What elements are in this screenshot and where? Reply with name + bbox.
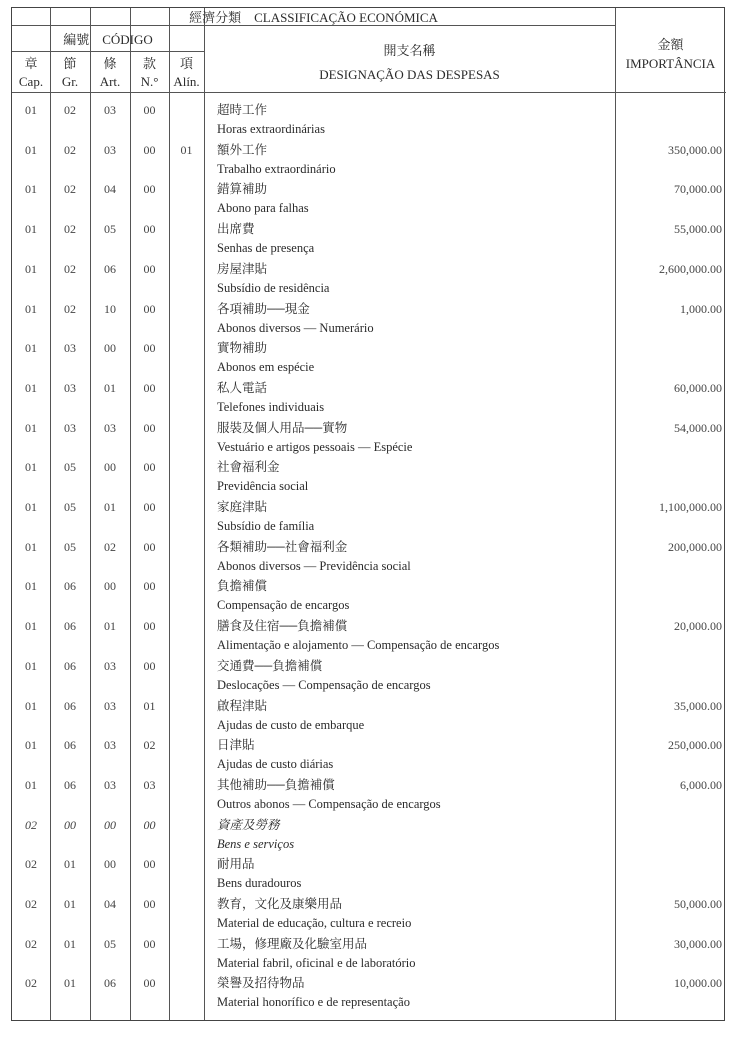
amount: 30,000.00: [674, 937, 722, 951]
col-alin-pt: Alín.: [173, 74, 200, 89]
code-art: 03: [104, 421, 116, 435]
code-n: 02: [143, 738, 156, 752]
code-n: 00: [143, 897, 156, 911]
code-cap: 02: [25, 857, 37, 871]
code-art: 03: [104, 738, 116, 752]
amount: 54,000.00: [674, 421, 722, 435]
table-row: [12, 458, 726, 477]
code-art: 01: [104, 381, 116, 395]
designation-zh: 錯算補助: [217, 182, 268, 196]
designation-pt: Ajudas de custo diárias: [217, 757, 334, 771]
designation-pt: Material honorífico e de representação: [217, 995, 410, 1009]
amount: 1,000.00: [680, 302, 722, 316]
code-cap: 02: [25, 937, 37, 951]
code-cap: 02: [25, 818, 37, 832]
designation-zh: 超時工作: [217, 103, 268, 117]
code-art: 04: [104, 897, 116, 911]
code-gr: 00: [64, 818, 76, 832]
code-n: 01: [143, 699, 156, 713]
designation-zh: 額外工作: [217, 143, 268, 157]
code-n: 00: [143, 976, 156, 990]
header-rule: [12, 51, 204, 52]
designation-pt: Previdência social: [217, 479, 309, 493]
table-row-translation: [12, 993, 726, 1012]
code-cap: 02: [25, 897, 37, 911]
table-row: [12, 419, 726, 438]
code-art: 03: [104, 143, 116, 157]
amount: 35,000.00: [674, 699, 722, 713]
table-row-translation: [12, 398, 726, 417]
code-art: 05: [104, 222, 116, 236]
code-art: 03: [104, 699, 116, 713]
designation-zh: 服裝及個人用品──實物: [217, 421, 348, 435]
table-row-translation: [12, 319, 726, 338]
code-cap: 01: [25, 699, 37, 713]
code-cap: 01: [25, 540, 37, 554]
code-art: 00: [104, 579, 116, 593]
classification-header: 經濟分類 CLASSIFICAÇÃO ECONÓMICA: [189, 10, 438, 25]
designation-zh: 交通費──負擔補償: [217, 659, 323, 673]
code-art: 03: [104, 659, 116, 673]
code-cap: 01: [25, 103, 37, 117]
code-n: 00: [143, 262, 156, 276]
table-row: [12, 617, 726, 636]
table-row: [12, 577, 726, 596]
table-row-translation: [12, 755, 726, 774]
code-gr: 02: [64, 302, 76, 316]
designation-pt: Trabalho extraordinário: [217, 162, 336, 176]
designation-zh: 啟程津貼: [217, 699, 268, 713]
table-row-translation: [12, 954, 726, 973]
code-art: 03: [104, 778, 116, 792]
top-edge-rule: [560, 0, 742, 5]
table-row: [12, 895, 726, 914]
code-art: 10: [104, 302, 116, 316]
code-art: 06: [104, 976, 116, 990]
code-n: 00: [143, 857, 156, 871]
code-art: 00: [104, 460, 116, 474]
importancia-pt: IMPORTÂNCIA: [625, 56, 716, 71]
code-cap: 01: [25, 579, 37, 593]
header-rule: [12, 25, 615, 26]
designation-zh: 各類補助──社會福利金: [217, 540, 348, 554]
table-row-translation: [12, 477, 726, 496]
code-art: 00: [104, 818, 116, 832]
code-n: 00: [143, 103, 156, 117]
code-gr: 03: [64, 381, 76, 395]
code-art: 05: [104, 937, 116, 951]
table-row: [12, 300, 726, 319]
table-row-translation: [12, 239, 726, 258]
designation-pt: Alimentação e alojamento — Compensação de encargos: [217, 638, 500, 652]
table-row-translation: [12, 517, 726, 536]
designation-zh: 耐用品: [217, 857, 255, 871]
importancia-zh: 金額: [657, 37, 684, 52]
code-gr: 06: [64, 699, 76, 713]
code-gr: 01: [64, 897, 76, 911]
table-row: [12, 101, 726, 120]
code-gr: 02: [64, 262, 76, 276]
table-row-translation: [12, 358, 726, 377]
table-row-translation: [12, 199, 726, 218]
code-gr: 06: [64, 738, 76, 752]
code-cap: 01: [25, 500, 37, 514]
code-cap: 01: [25, 143, 37, 157]
code-cap: 01: [25, 381, 37, 395]
table-row-translation: [12, 120, 726, 139]
code-n: 00: [143, 540, 156, 554]
amount: 250,000.00: [668, 738, 722, 752]
table-row-translation: [12, 914, 726, 933]
table-row: [12, 736, 726, 755]
designation-pt: Abonos diversos — Previdência social: [217, 559, 411, 573]
designation-pt: Material fabril, oficinal e de laboratório: [217, 956, 416, 970]
designation-pt: Telefones individuais: [217, 400, 325, 414]
table-row: [12, 657, 726, 676]
amount: 55,000.00: [674, 222, 722, 236]
amount: 2,600,000.00: [659, 262, 722, 276]
code-cap: 01: [25, 659, 37, 673]
code-gr: 02: [64, 182, 76, 196]
designation-pt: Subsídio de família: [217, 519, 315, 533]
table-row-translation: [12, 438, 726, 457]
code-n: 00: [143, 460, 156, 474]
code-art: 01: [104, 619, 116, 633]
table-row: [12, 141, 726, 160]
code-cap: 02: [25, 976, 37, 990]
designation-pt: Bens e serviços: [217, 837, 295, 851]
designation-pt: Vestuário e artigos pessoais — Espécie: [217, 440, 413, 454]
col-n-pt: N.°: [140, 74, 159, 89]
amount: 6,000.00: [680, 778, 722, 792]
designation-pt: Bens duradouros: [217, 876, 302, 890]
code-cap: 01: [25, 778, 37, 792]
table-row: [12, 974, 726, 993]
designation-pt: Subsídio de residência: [217, 281, 330, 295]
code-gr: 01: [64, 937, 76, 951]
designation-zh: 工場，修理廠及化驗室用品: [217, 937, 368, 951]
code-art: 04: [104, 182, 116, 196]
code-cap: 01: [25, 619, 37, 633]
code-gr: 01: [64, 857, 76, 871]
designation-zh: 其他補助──負擔補償: [217, 778, 335, 792]
table-row-translation: [12, 874, 726, 893]
code-gr: 06: [64, 619, 76, 633]
designation-pt: Abono para falhas: [217, 201, 309, 215]
designation-pt: Compensação de encargos: [217, 598, 350, 612]
designation-zh: 出席費: [217, 222, 255, 236]
table-row-translation: [12, 795, 726, 814]
code-gr: 06: [64, 659, 76, 673]
code-gr: 02: [64, 103, 76, 117]
code-alin: 01: [180, 143, 193, 157]
table-row: [12, 776, 726, 795]
col-cap-zh: 章: [24, 56, 38, 71]
table-row: [12, 260, 726, 279]
amount: 350,000.00: [668, 143, 722, 157]
table-row: [12, 339, 726, 358]
table-row-translation: [12, 835, 726, 854]
table-row: [12, 180, 726, 199]
code-art: 06: [104, 262, 116, 276]
code-art: 03: [104, 103, 116, 117]
table-row-translation: [12, 557, 726, 576]
code-n: 00: [143, 143, 156, 157]
code-cap: 01: [25, 262, 37, 276]
designation-zh: 房屋津貼: [217, 262, 268, 276]
designation-zh: 家庭津貼: [217, 500, 268, 514]
code-n: 00: [143, 500, 156, 514]
table-row: [12, 816, 726, 835]
amount: 1,100,000.00: [659, 500, 722, 514]
code-gr: 03: [64, 341, 76, 355]
code-gr: 06: [64, 778, 76, 792]
table-row: [12, 935, 726, 954]
designacao-zh: 開支名稱: [383, 43, 436, 58]
code-n: 00: [143, 937, 156, 951]
code-art: 00: [104, 857, 116, 871]
code-cap: 01: [25, 421, 37, 435]
table-row: [12, 538, 726, 557]
table-row-translation: [12, 636, 726, 655]
code-gr: 02: [64, 143, 76, 157]
code-gr: 05: [64, 500, 76, 514]
col-art-pt: Art.: [99, 74, 121, 89]
amount: 50,000.00: [674, 897, 722, 911]
table-row-translation: [12, 716, 726, 735]
table-row: [12, 855, 726, 874]
designation-zh: 實物補助: [217, 341, 268, 355]
code-cap: 01: [25, 341, 37, 355]
designation-pt: Material de educação, cultura e recreio: [217, 916, 412, 930]
budget-table: [11, 7, 725, 1021]
table-row-translation: [12, 160, 726, 179]
designation-pt: Horas extraordinárias: [217, 122, 325, 136]
table-row-translation: [12, 279, 726, 298]
designation-pt: Ajudas de custo de embarque: [217, 718, 365, 732]
designation-zh: 日津貼: [217, 738, 255, 752]
col-gr-pt: Gr.: [61, 74, 79, 89]
code-n: 00: [143, 818, 156, 832]
designation-zh: 膳食及住宿──負擔補償: [217, 619, 348, 633]
designation-zh: 資產及勞務: [217, 818, 280, 832]
col-gr-zh: 節: [63, 56, 77, 71]
col-art-zh: 條: [103, 56, 117, 71]
table-row-translation: [12, 596, 726, 615]
table-row: [12, 498, 726, 517]
code-art: 00: [104, 341, 116, 355]
code-gr: 02: [64, 222, 76, 236]
code-n: 00: [143, 381, 156, 395]
table-row-translation: [12, 676, 726, 695]
amount: 20,000.00: [674, 619, 722, 633]
code-cap: 01: [25, 738, 37, 752]
code-gr: 05: [64, 460, 76, 474]
designation-pt: Abonos diversos — Numerário: [217, 321, 374, 335]
table-row: [12, 220, 726, 239]
code-n: 03: [143, 778, 156, 792]
code-n: 00: [143, 302, 156, 316]
code-cap: 01: [25, 222, 37, 236]
code-n: 00: [143, 421, 156, 435]
code-n: 00: [143, 222, 156, 236]
designation-zh: 社會福利金: [217, 460, 280, 474]
code-cap: 01: [25, 460, 37, 474]
code-gr: 06: [64, 579, 76, 593]
code-gr: 01: [64, 976, 76, 990]
table-row: [12, 379, 726, 398]
designation-pt: Senhas de presença: [217, 241, 315, 255]
code-n: 00: [143, 659, 156, 673]
code-n: 00: [143, 182, 156, 196]
designation-zh: 教育，文化及康樂用品: [217, 897, 343, 911]
amount: 10,000.00: [674, 976, 722, 990]
amount: 70,000.00: [674, 182, 722, 196]
designation-zh: 私人電話: [217, 381, 268, 395]
designation-zh: 負擔補償: [217, 579, 268, 593]
code-n: 00: [143, 579, 156, 593]
code-cap: 01: [25, 302, 37, 316]
code-art: 02: [104, 540, 116, 554]
code-n: 00: [143, 619, 156, 633]
col-cap-pt: Cap.: [18, 74, 44, 89]
col-alin-zh: 項: [179, 56, 193, 71]
col-n-zh: 款: [142, 56, 156, 71]
designation-pt: Deslocações — Compensação de encargos: [217, 678, 431, 692]
designacao-pt: DESIGNAÇÃO DAS DESPESAS: [319, 67, 500, 82]
designation-pt: Abonos em espécie: [217, 360, 315, 374]
header-rule: [12, 92, 726, 93]
designation-pt: Outros abonos — Compensação de encargos: [217, 797, 441, 811]
designation-zh: 榮譽及招待物品: [217, 976, 305, 990]
codigo-header: 編號 CÓDIGO: [63, 32, 153, 47]
designation-zh: 各項補助──現金: [217, 302, 310, 316]
code-art: 01: [104, 500, 116, 514]
amount: 60,000.00: [674, 381, 722, 395]
table-row: [12, 697, 726, 716]
code-gr: 03: [64, 421, 76, 435]
code-cap: 01: [25, 182, 37, 196]
code-n: 00: [143, 341, 156, 355]
amount: 200,000.00: [668, 540, 722, 554]
code-gr: 05: [64, 540, 76, 554]
